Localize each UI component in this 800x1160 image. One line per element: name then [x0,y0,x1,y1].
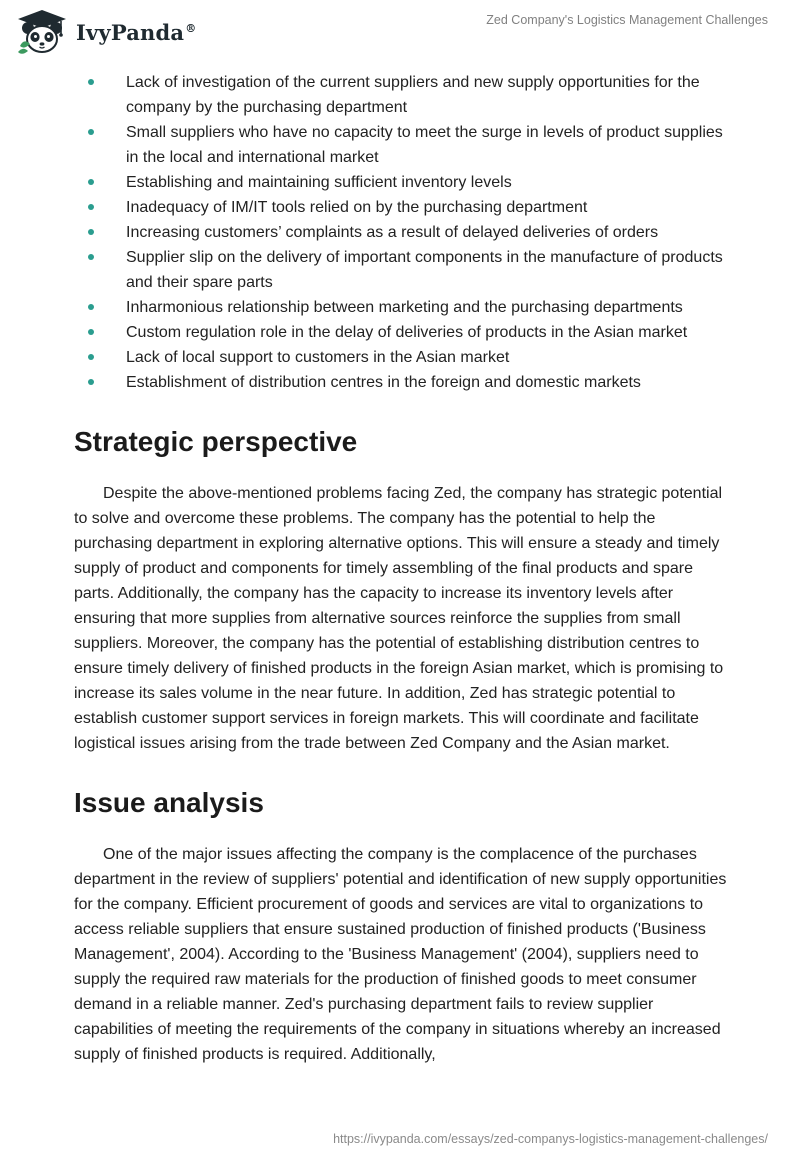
bullet-icon [88,379,94,385]
bullet-icon [88,304,94,310]
section-heading-strategic: Strategic perspective [74,426,358,457]
list-item-text: Increasing customers’ complaints as a result of delayed deliveries of orders [126,224,659,241]
list-item [74,70,734,120]
list-item-text: Custom regulation role in the delay of deliveries of products in the Asian market [126,324,688,341]
ivypanda-logo[interactable] [14,8,196,56]
bullet-icon [88,129,94,135]
section-heading-issue: Issue analysis [74,787,264,818]
brand-name: IvyPanda® [76,19,197,45]
bullet-icon [88,204,94,210]
list-item-text: Small suppliers who have no capacity to meet the surge in levels of product supplies in the local and international market [126,124,723,166]
bullet-icon [88,79,94,85]
list-item-text: Establishment of distribution centres in the foreign and domestic markets [126,374,641,391]
list-item-text: Lack of investigation of the current suppliers and new supply opportunities for the company by the purchasing department [126,74,700,116]
list-item [74,370,734,395]
issues-list [74,70,734,395]
list-item [74,345,734,370]
registered-mark: ® [185,21,197,35]
list-item [74,120,734,170]
list-item-text: Lack of local support to customers in the Asian market [126,349,510,366]
bullet-icon [88,354,94,360]
source-url-link[interactable]: https://ivypanda.com/essays/zed-companys-logistics-management-challenges/ [333,1132,768,1146]
list-item-text: Establishing and maintaining sufficient inventory levels [126,174,512,191]
bullet-icon [88,179,94,185]
strategic-paragraph: Despite the above-mentioned problems facing Zed, the company has strategic potential to solve and overcome these problems. The company has the potential to help the purchasing department in exploring alternative options. This will ensure a steady and timely supply of product and components for timely assembling of the final products and spare parts. Additionally, the company has the capacity to increase its inventory levels after ensuring that more supplies from alternative sources reinforce the supplies from small suppliers. Moreover, the company has the potential of establishing distribution centres to ensure timely delivery of finished products in the foreign Asian market, which is promising to increase its sales volume in the near future. In addition, Zed has strategic potential to establish customer support services in foreign markets. This will coordinate and facilitate logistical issues arising from the trade between Zed Company and the Asian market. [74,485,724,752]
bullet-icon [88,329,94,335]
document-title: Zed Company's Logistics Management Challenges [486,13,768,27]
list-item [74,295,734,320]
list-item [74,195,734,220]
list-item-text: Inharmonious relationship between marketing and the purchasing departments [126,299,683,316]
list-item [74,170,734,195]
list-item [74,220,734,245]
panda-logo-icon [14,8,70,56]
list-item-text: Supplier slip on the delivery of important components in the manufacture of products and their spare parts [126,249,723,291]
bullet-icon [88,254,94,260]
bullet-icon [88,229,94,235]
list-item [74,320,734,345]
page-header [0,0,800,64]
list-item-text: Inadequacy of IM/IT tools relied on by the purchasing department [126,199,588,216]
issue-paragraph: One of the major issues affecting the company is the complacence of the purchases department in the review of suppliers' potential and identification of new supply opportunities for the company. Efficient procurement of goods and services are vital to organizations to access reliable suppliers that ensure sustained production of finished products ('Business Management', 2004). According to the 'Business Management' (2004), suppliers need to supply the required raw materials for the production of finished goods to meet consumer demand in a reliable manner. Zed's purchasing department fails to review supplier capabilities of meeting the requirements of the company in situations whereby an increased supply of finished products is required. Additionally, [74,846,727,1063]
essay-content [74,70,734,1067]
list-item [74,245,734,295]
